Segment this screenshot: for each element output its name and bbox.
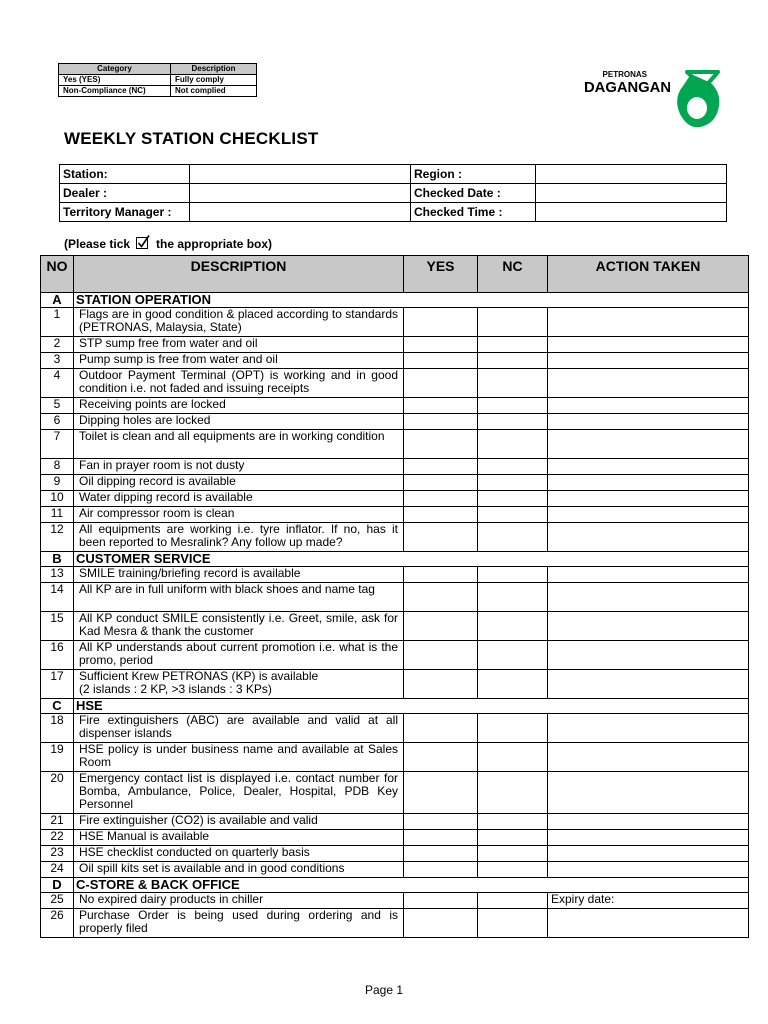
section-title: STATION OPERATION: [74, 293, 749, 308]
nc-cell[interactable]: [478, 475, 548, 491]
tick-instruction-after: the appropriate box): [156, 237, 273, 251]
item-number: 4: [41, 369, 74, 398]
yes-cell[interactable]: [404, 507, 478, 523]
checklist-row: [41, 814, 749, 830]
section-row: [41, 552, 749, 567]
checklist-row: [41, 567, 749, 583]
action-taken-cell[interactable]: [548, 459, 749, 475]
action-taken-cell[interactable]: [548, 475, 749, 491]
checklist-row: [41, 337, 749, 353]
action-taken-cell[interactable]: [548, 743, 749, 772]
nc-cell[interactable]: [478, 612, 548, 641]
nc-cell[interactable]: [478, 398, 548, 414]
action-taken-cell[interactable]: [548, 337, 749, 353]
item-description: All KP conduct SMILE consistently i.e. Greet, smile, ask for Kad Mesra & thank the customer: [74, 612, 404, 641]
action-taken-cell[interactable]: [548, 430, 749, 459]
checklist-row: [41, 830, 749, 846]
checklist-table: [40, 255, 749, 938]
checklist-row: [41, 475, 749, 491]
action-taken-cell[interactable]: [548, 398, 749, 414]
action-taken-cell[interactable]: [548, 612, 749, 641]
legend-table: [58, 63, 257, 97]
item-number: 9: [41, 475, 74, 491]
yes-cell[interactable]: [404, 830, 478, 846]
checklist-row: [41, 583, 749, 612]
nc-cell[interactable]: [478, 369, 548, 398]
item-number: 22: [41, 830, 74, 846]
action-taken-cell[interactable]: [548, 353, 749, 369]
item-description: Flags are in good condition & placed according to standards (PETRONAS, Malaysia, State): [74, 308, 404, 337]
nc-cell[interactable]: [478, 459, 548, 475]
yes-cell[interactable]: [404, 714, 478, 743]
item-number: 25: [41, 893, 74, 909]
header-nc: NC: [478, 256, 548, 293]
yes-cell[interactable]: [404, 814, 478, 830]
checked-date-label: Checked Date :: [411, 184, 536, 203]
section-title: CUSTOMER SERVICE: [74, 552, 749, 567]
checklist-row: [41, 398, 749, 414]
action-taken-cell[interactable]: [548, 523, 749, 552]
action-taken-cell[interactable]: [548, 862, 749, 878]
nc-cell[interactable]: [478, 830, 548, 846]
dealer-field[interactable]: [190, 184, 411, 203]
header-yes: YES: [404, 256, 478, 293]
checklist-row: [41, 714, 749, 743]
checklist-row: [41, 862, 749, 878]
legend-description: Fully comply: [171, 75, 257, 86]
nc-cell[interactable]: [478, 567, 548, 583]
checklist-row: [41, 430, 749, 459]
region-label: Region :: [411, 165, 536, 184]
item-number: 17: [41, 670, 74, 699]
item-number: 13: [41, 567, 74, 583]
petronas-dagangan-logo: [583, 66, 723, 130]
item-number: 6: [41, 414, 74, 430]
header-description: DESCRIPTION: [74, 256, 404, 293]
page-number: Page 1: [364, 983, 404, 997]
section-row: [41, 878, 749, 893]
station-field[interactable]: [190, 165, 411, 184]
nc-cell[interactable]: [478, 353, 548, 369]
action-taken-cell[interactable]: Expiry date:: [548, 893, 749, 909]
yes-cell[interactable]: [404, 430, 478, 459]
yes-cell[interactable]: [404, 459, 478, 475]
item-number: 7: [41, 430, 74, 459]
item-description: HSE checklist conducted on quarterly basis: [74, 846, 404, 862]
checklist-row: [41, 507, 749, 523]
territory-manager-label: Territory Manager :: [60, 203, 190, 222]
action-taken-cell[interactable]: [548, 714, 749, 743]
item-number: 16: [41, 641, 74, 670]
section-row: [41, 293, 749, 308]
item-number: 5: [41, 398, 74, 414]
checklist-header-row: [41, 256, 749, 293]
action-taken-cell[interactable]: [548, 814, 749, 830]
item-description: Emergency contact list is displayed i.e. contact number for Bomba, Ambulance, Police, Dealer, Hospital, PDB Key Personnel: [74, 772, 404, 814]
action-taken-cell[interactable]: [548, 909, 749, 938]
item-description: STP sump free from water and oil: [74, 337, 404, 353]
region-field[interactable]: [536, 165, 727, 184]
item-description: Receiving points are locked: [74, 398, 404, 414]
checklist-row: [41, 772, 749, 814]
yes-cell[interactable]: [404, 612, 478, 641]
section-title: C-STORE & BACK OFFICE: [74, 878, 749, 893]
item-number: 26: [41, 909, 74, 938]
action-taken-cell[interactable]: [548, 507, 749, 523]
checklist-row: [41, 491, 749, 507]
nc-cell[interactable]: [478, 491, 548, 507]
header-action-taken: ACTION TAKEN: [548, 256, 749, 293]
nc-cell[interactable]: [478, 714, 548, 743]
item-number: 11: [41, 507, 74, 523]
header-no: NO: [41, 256, 74, 293]
item-description: All KP are in full uniform with black shoes and name tag: [74, 583, 404, 612]
yes-cell[interactable]: [404, 772, 478, 814]
section-row: [41, 699, 749, 714]
checklist-row: [41, 414, 749, 430]
checkbox-ticked-icon: [136, 235, 150, 249]
item-number: 24: [41, 862, 74, 878]
checklist-row: [41, 641, 749, 670]
logo-name-text: DAGANGAN: [584, 79, 671, 96]
yes-cell[interactable]: [404, 583, 478, 612]
item-description: Dipping holes are locked: [74, 414, 404, 430]
action-taken-cell[interactable]: [548, 567, 749, 583]
legend-header-description: Description: [171, 64, 257, 75]
item-description: Outdoor Payment Terminal (OPT) is working and in good condition i.e. not faded and issuing receipts: [74, 369, 404, 398]
checklist-row: [41, 893, 749, 909]
item-number: 3: [41, 353, 74, 369]
yes-cell[interactable]: [404, 353, 478, 369]
legend-category: Yes (YES): [59, 75, 171, 86]
checklist-row: [41, 459, 749, 475]
legend-description: Not complied: [171, 86, 257, 97]
item-number: 8: [41, 459, 74, 475]
item-description: Oil dipping record is available: [74, 475, 404, 491]
checklist-row: [41, 743, 749, 772]
item-description: Purchase Order is being used during ordering and is properly filed: [74, 909, 404, 938]
action-taken-cell[interactable]: [548, 583, 749, 612]
item-description: Fire extinguisher (CO2) is available and valid: [74, 814, 404, 830]
item-description: Fan in prayer room is not dusty: [74, 459, 404, 475]
item-number: 18: [41, 714, 74, 743]
yes-cell[interactable]: [404, 567, 478, 583]
yes-cell[interactable]: [404, 475, 478, 491]
petronas-drop-icon: [677, 72, 719, 127]
yes-cell[interactable]: [404, 414, 478, 430]
nc-cell[interactable]: [478, 814, 548, 830]
item-number: 14: [41, 583, 74, 612]
logo-brand-text: PETRONAS: [602, 70, 647, 79]
yes-cell[interactable]: [404, 743, 478, 772]
action-taken-cell[interactable]: [548, 846, 749, 862]
item-description: Sufficient Krew PETRONAS (KP) is available (2 islands : 2 KP, >3 islands : 3 KPs): [74, 670, 404, 699]
item-description: Fire extinguishers (ABC) are available and valid at all dispenser islands: [74, 714, 404, 743]
nc-cell[interactable]: [478, 337, 548, 353]
item-number: 10: [41, 491, 74, 507]
checklist-row: [41, 353, 749, 369]
nc-cell[interactable]: [478, 308, 548, 337]
checklist-row: [41, 523, 749, 552]
tick-instruction: [64, 237, 272, 251]
item-description: No expired dairy products in chiller: [74, 893, 404, 909]
yes-cell[interactable]: [404, 337, 478, 353]
item-description: Water dipping record is available: [74, 491, 404, 507]
checklist-row: [41, 909, 749, 938]
yes-cell[interactable]: [404, 909, 478, 938]
item-description: All equipments are working i.e. tyre inflator. If no, has it been reported to Mesralink? Any follow up made?: [74, 523, 404, 552]
station-label: Station:: [60, 165, 190, 184]
action-taken-cell[interactable]: [548, 491, 749, 507]
action-taken-cell[interactable]: [548, 830, 749, 846]
nc-cell[interactable]: [478, 523, 548, 552]
nc-cell[interactable]: [478, 583, 548, 612]
legend-header-category: Category: [59, 64, 171, 75]
nc-cell[interactable]: [478, 846, 548, 862]
yes-cell[interactable]: [404, 893, 478, 909]
tick-instruction-before: (Please tick: [64, 237, 131, 251]
yes-cell[interactable]: [404, 641, 478, 670]
item-number: 12: [41, 523, 74, 552]
nc-cell[interactable]: [478, 641, 548, 670]
action-taken-cell[interactable]: [548, 641, 749, 670]
checked-date-field[interactable]: [536, 184, 727, 203]
dealer-label: Dealer :: [60, 184, 190, 203]
checklist-row: [41, 612, 749, 641]
section-title: HSE: [74, 699, 749, 714]
item-number: 19: [41, 743, 74, 772]
checklist-row: [41, 308, 749, 337]
checked-time-field[interactable]: [536, 203, 727, 222]
item-description: Toilet is clean and all equipments are in working condition: [74, 430, 404, 459]
yes-cell[interactable]: [404, 862, 478, 878]
yes-cell[interactable]: [404, 523, 478, 552]
action-taken-cell[interactable]: [548, 369, 749, 398]
item-number: 2: [41, 337, 74, 353]
nc-cell[interactable]: [478, 893, 548, 909]
logo-graphic: [583, 66, 723, 130]
nc-cell[interactable]: [478, 670, 548, 699]
yes-cell[interactable]: [404, 846, 478, 862]
yes-cell[interactable]: [404, 491, 478, 507]
nc-cell[interactable]: [478, 772, 548, 814]
section-code: C: [41, 699, 74, 714]
nc-cell[interactable]: [478, 743, 548, 772]
checklist-row: [41, 670, 749, 699]
legend-category: Non-Compliance (NC): [59, 86, 171, 97]
action-taken-cell[interactable]: [548, 308, 749, 337]
yes-cell[interactable]: [404, 308, 478, 337]
checklist-row: [41, 846, 749, 862]
page-title: WEEKLY STATION CHECKLIST: [64, 129, 319, 148]
item-description: Air compressor room is clean: [74, 507, 404, 523]
action-taken-cell[interactable]: [548, 772, 749, 814]
item-description: Oil spill kits set is available and in good conditions: [74, 862, 404, 878]
nc-cell[interactable]: [478, 414, 548, 430]
nc-cell[interactable]: [478, 909, 548, 938]
nc-cell[interactable]: [478, 862, 548, 878]
yes-cell[interactable]: [404, 670, 478, 699]
item-number: 23: [41, 846, 74, 862]
yes-cell[interactable]: [404, 369, 478, 398]
action-taken-cell[interactable]: [548, 414, 749, 430]
item-description: Pump sump is free from water and oil: [74, 353, 404, 369]
action-taken-cell[interactable]: [548, 670, 749, 699]
item-description: HSE Manual is available: [74, 830, 404, 846]
checked-time-label: Checked Time :: [411, 203, 536, 222]
checklist-row: [41, 369, 749, 398]
nc-cell[interactable]: [478, 507, 548, 523]
item-description: All KP understands about current promotion i.e. what is the promo, period: [74, 641, 404, 670]
item-number: 20: [41, 772, 74, 814]
nc-cell[interactable]: [478, 430, 548, 459]
section-code: D: [41, 878, 74, 893]
item-number: 15: [41, 612, 74, 641]
yes-cell[interactable]: [404, 398, 478, 414]
section-code: B: [41, 552, 74, 567]
item-number: 1: [41, 308, 74, 337]
station-info-table: [59, 164, 727, 222]
section-code: A: [41, 293, 74, 308]
item-number: 21: [41, 814, 74, 830]
item-description: SMILE training/briefing record is available: [74, 567, 404, 583]
item-description: HSE policy is under business name and available at Sales Room: [74, 743, 404, 772]
territory-manager-field[interactable]: [190, 203, 411, 222]
